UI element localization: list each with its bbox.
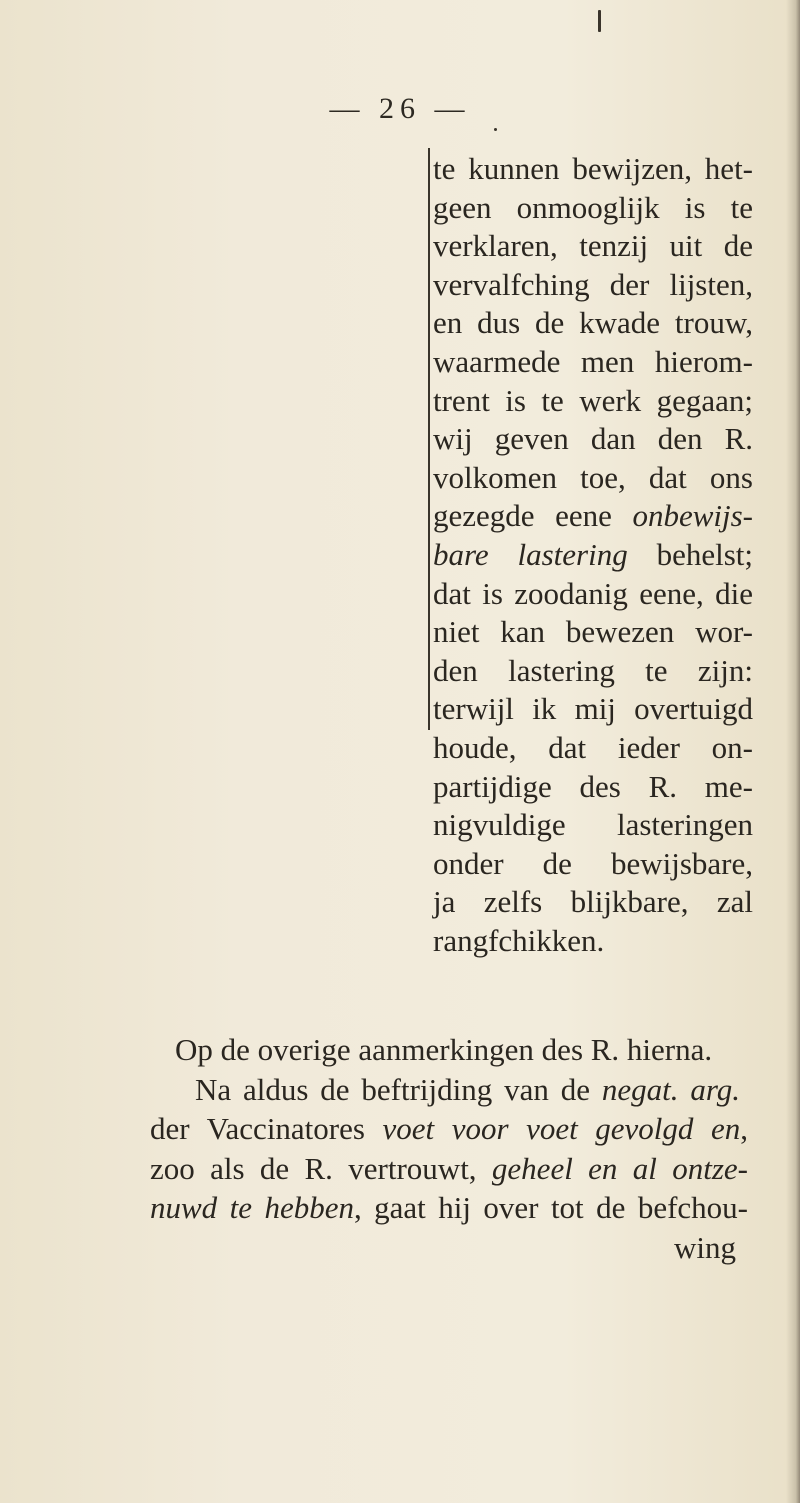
- ink-speck: [494, 128, 497, 131]
- paragraph-italic: nuwd te hebben: [150, 1190, 354, 1225]
- column-line: [433, 536, 753, 575]
- column-line-text: behelst;: [656, 536, 753, 572]
- column-line: [433, 497, 753, 536]
- paragraph-italic: negat. arg.: [601, 1071, 740, 1107]
- column-line: te kunnen bewijzen, het-: [433, 151, 753, 186]
- paragraph-italic: geheel en al ontze-: [491, 1150, 748, 1186]
- paragraph-text: der Vaccinatores: [150, 1111, 365, 1146]
- paragraph-italic: voet voor voet gevolgd en: [382, 1111, 741, 1146]
- paragraph-text: , gaat hij over tot de befchou-: [353, 1190, 748, 1225]
- column-rule: [428, 148, 430, 730]
- catchword: wing: [674, 1229, 736, 1265]
- paragraph-line: [150, 1188, 748, 1228]
- paragraph-text: zoo als de R. vertrouwt,: [150, 1150, 477, 1186]
- page-edge-shadow: [786, 0, 800, 1503]
- column-line: waarmede men hierom-: [433, 343, 753, 379]
- column-line: rangfchikken.: [433, 922, 605, 958]
- paragraph-text: ,: [740, 1111, 748, 1146]
- column-line: partijdige des R. me-: [433, 768, 753, 804]
- column-line: vervalfching der lijsten,: [433, 266, 753, 302]
- column-line-italic: onbewijs-: [632, 498, 753, 534]
- ink-speck: [598, 10, 601, 32]
- column-line: wij geven dan den R.: [433, 421, 753, 457]
- column-line: volkomen toe, dat ons: [433, 459, 753, 495]
- column-line: geen onmooglijk is te: [433, 189, 753, 225]
- column-line-text: gezegde eene: [433, 498, 612, 534]
- column-line: verklaren, tenzij uit de: [433, 228, 753, 264]
- column-line: houde, dat ieder on-: [433, 729, 753, 765]
- column-line: ja zelfs blijkbare, zal: [433, 884, 753, 920]
- column-line: niet kan bewezen wor-: [433, 614, 753, 650]
- main-paragraph: [150, 1030, 748, 1267]
- column-line: nigvuldige lasteringen: [433, 807, 753, 843]
- column-line: den lastering te zijn:: [433, 652, 753, 688]
- page-number: — 26 —: [329, 92, 471, 125]
- text-column: [433, 150, 753, 960]
- paragraph-line: [150, 1149, 748, 1189]
- paragraph-text: Na aldus de beftrijding van de: [195, 1071, 590, 1107]
- paragraph-line: [175, 1070, 740, 1110]
- column-line-italic: bare lastering: [433, 536, 628, 572]
- column-line: en dus de kwade trouw,: [433, 305, 753, 341]
- column-line: trent is te werk gegaan;: [433, 382, 753, 418]
- column-line: onder de bewijsbare,: [433, 845, 753, 881]
- paragraph-line: [150, 1109, 748, 1149]
- paragraph-line: Op de overige aanmerkingen des R. hierna.: [175, 1032, 713, 1067]
- column-line: terwijl ik mij overtuigd: [433, 691, 753, 727]
- column-line: dat is zoodanig eene, die: [433, 575, 753, 611]
